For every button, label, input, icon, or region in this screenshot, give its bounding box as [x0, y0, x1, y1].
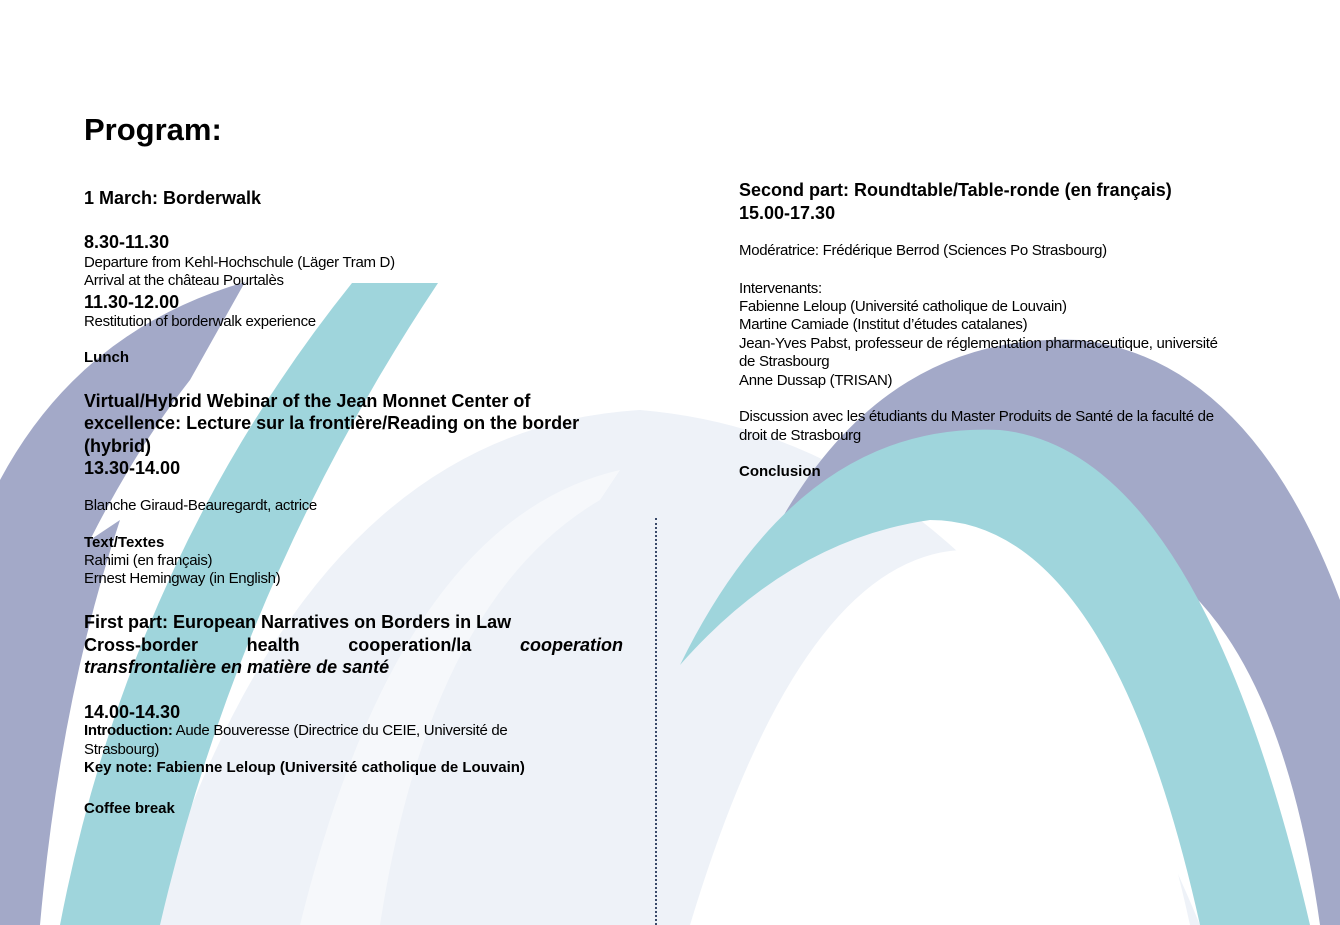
speaker-2: Martine Camiade (Institut d’études catalanes) [739, 316, 1028, 333]
intro-text: Aude Bouveresse (Directrice du CEIE, Université de [172, 722, 508, 739]
speakers-heading: Intervenants: [739, 280, 822, 297]
cross-border-line2: transfrontalière en matière de santé [84, 657, 390, 677]
cross-border-line1 [84, 634, 623, 656]
time-slot-2: 11.30-12.00 [84, 292, 180, 312]
conclusion-label: Conclusion [739, 463, 821, 480]
lunch-label: Lunch [84, 349, 129, 366]
intro-label: Introduction: [84, 722, 173, 739]
time-slot-1: 8.30-11.30 [84, 232, 170, 252]
arrival-text: Arrival at the château Pourtalès [84, 272, 284, 289]
texts-heading: Text/Textes [84, 534, 165, 551]
intro-line1 [84, 722, 507, 740]
restitution-text: Restitution of borderwalk experience [84, 313, 316, 330]
first-part-heading: First part: European Narratives on Borders in Law [84, 612, 512, 632]
speaker-3-line2: de Strasbourg [739, 353, 830, 370]
discussion-line2: droit de Strasbourg [739, 427, 861, 444]
departure-text: Departure from Kehl-Hochschule (Läger Tram D) [84, 254, 395, 271]
webinar-heading-line1: Virtual/Hybrid Webinar of the Jean Monnet Center of [84, 391, 531, 411]
speaker-4: Anne Dussap (TRISAN) [739, 372, 893, 389]
cross-border-italic: cooperation [519, 635, 623, 655]
text-item-2: Ernest Hemingway (in English) [84, 570, 281, 587]
coffee-break-label: Coffee break [84, 800, 175, 817]
column-divider [655, 518, 657, 925]
actress-text: Blanche Giraud-Beauregardt, actrice [84, 497, 317, 514]
time-slot-3: 13.30-14.00 [84, 458, 181, 478]
webinar-heading-line2: excellence: Lecture sur la frontière/Reading on the border [84, 413, 580, 433]
time-slot-5: 15.00-17.30 [739, 203, 836, 223]
page-title: Program: [84, 112, 222, 147]
discussion-line1: Discussion avec les étudiants du Master Produits de Santé de la faculté de [739, 408, 1214, 425]
keynote-text: Key note: Fabienne Leloup (Université catholique de Louvain) [84, 759, 525, 776]
time-slot-4: 14.00-14.30 [84, 702, 181, 722]
second-part-heading: Second part: Roundtable/Table-ronde (en français) [739, 180, 1172, 200]
speaker-1: Fabienne Leloup (Université catholique de Louvain) [739, 298, 1067, 315]
intro-line2: Strasbourg) [84, 741, 160, 758]
webinar-heading-line3: (hybrid) [84, 436, 151, 456]
text-item-1: Rahimi (en français) [84, 552, 213, 569]
day-heading: 1 March: Borderwalk [84, 188, 262, 208]
moderator-text: Modératrice: Frédérique Berrod (Sciences Po Strasbourg) [739, 242, 1107, 259]
speaker-3-line1: Jean-Yves Pabst, professeur de réglementation pharmaceutique, université [739, 335, 1218, 352]
cross-border-plain: Cross-border health cooperation/la [84, 635, 472, 655]
